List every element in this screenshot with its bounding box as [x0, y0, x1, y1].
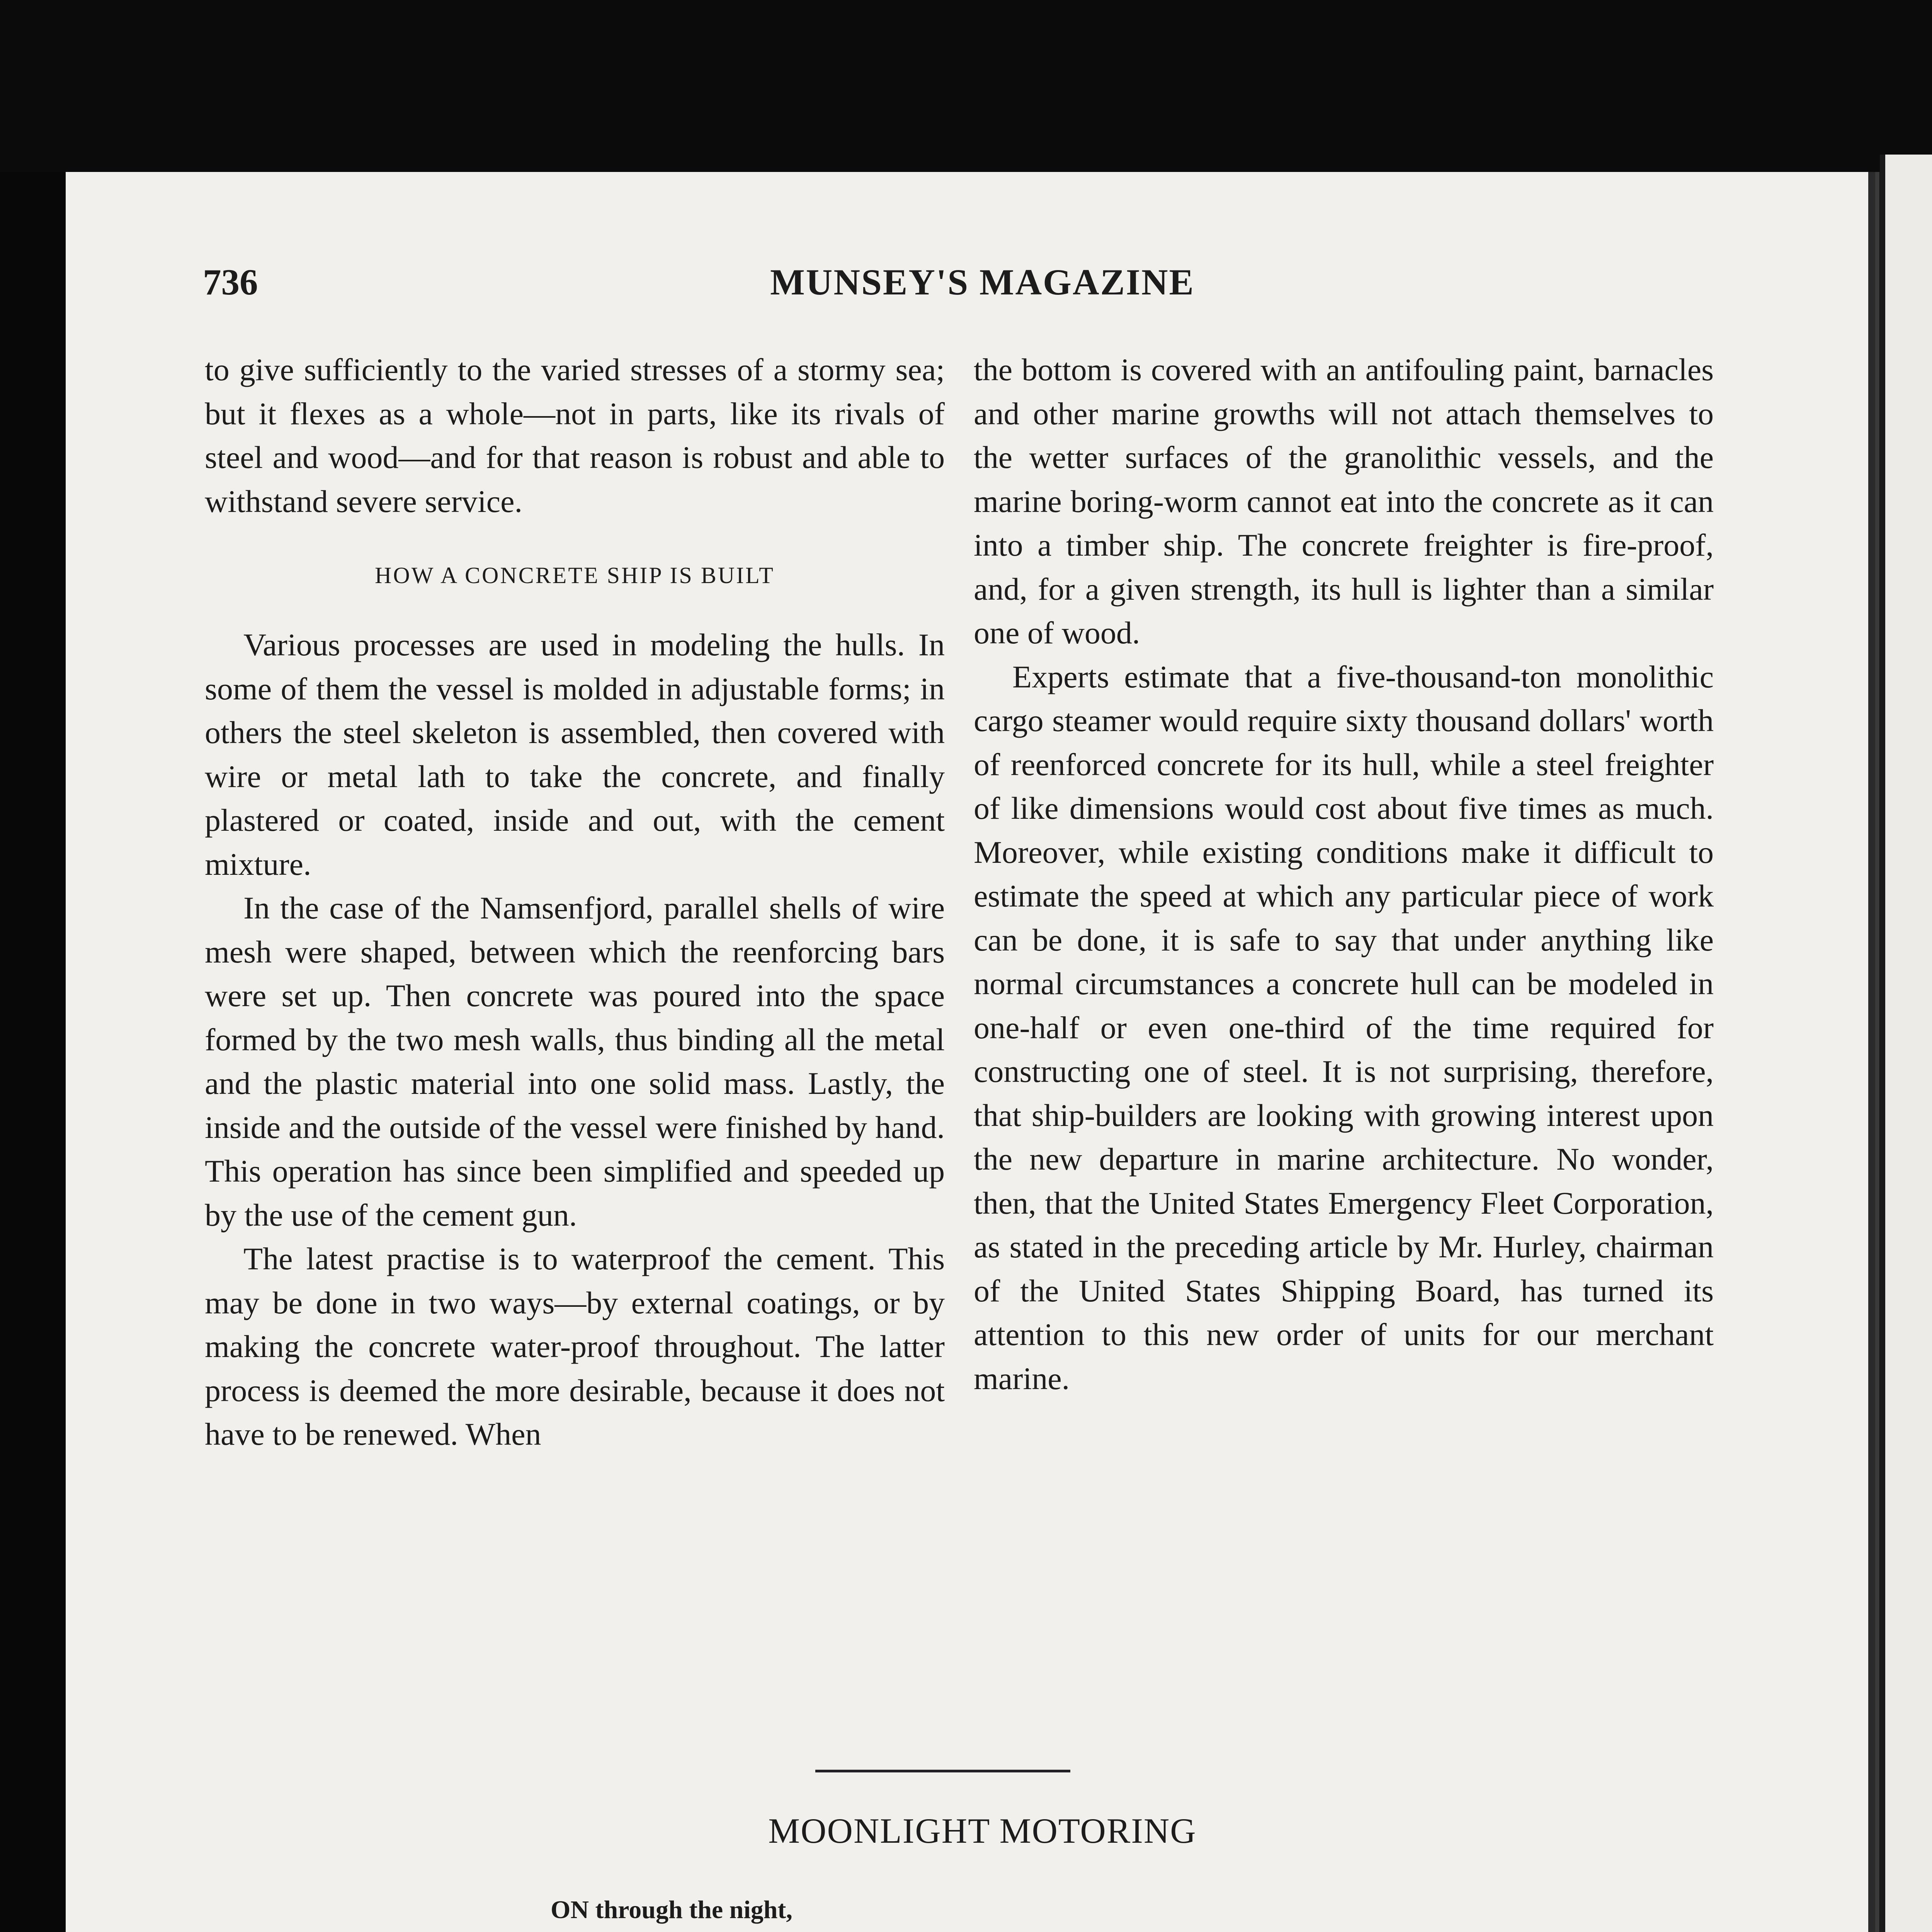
adjacent-page-edge	[1880, 155, 1932, 1932]
paragraph: The latest practise is to waterproof the cement. This may be done in two ways—by external coatings, or by making the concrete water-proof throughout. The latter process is deemed the more desirable, because it does not have to be renewed. When	[205, 1241, 945, 1452]
section-subhead: HOW A CONCRETE SHIP IS BUILT	[375, 563, 775, 588]
page-header	[203, 261, 1762, 315]
paragraph: Various processes are used in modeling the hulls. In some of them the vessel is molded in adjustable forms; in others the steel skeleton is assembled, then covered with wire or metal lath to take the concrete, and finally plastered or coated, inside and out, with the cement mixture.	[205, 627, 945, 882]
magazine-page	[66, 172, 1875, 1932]
paragraph: In the case of the Namsenfjord, parallel shells of wire mesh were shaped, between which the reenforcing bars were set up. Then concrete was poured into the space formed by the two mesh walls, thus binding all the metal and the plastic material into one solid mass. Lastly, the inside and the outside of the vessel were finished by hand. This operation has since been simplified and speeded up by the use of the cement gun.	[205, 890, 945, 1233]
paragraph: Experts estimate that a five-thousand-ton monolithic cargo steamer would require sixty thousand dollars' worth of reenforced concrete for its hull, while a steel freighter of like dimensions would cost about five times as much. Moreover, while existing conditions make it difficult to estimate the speed at which any particular piece of work can be done, it is safe to say that under anything like normal circumstances a concrete hull can be modeled in one-half or even one-third of the time required for constructing one of steel. It is not surprising, therefore, that ship-builders are looking with growing interest upon the new departure in marine architecture. No wonder, then, that the United States Emergency Fleet Corporation, as stated in the preceding article by Mr. Hurley, chairman of the United States Shipping Board, has turned its attention to this new order of units for our merchant marine.	[974, 659, 1714, 1396]
running-head: MUNSEY'S MAGAZINE	[770, 262, 1195, 303]
poem-body	[551, 1888, 1864, 1932]
left-column	[205, 348, 945, 1456]
paragraph: to give sufficiently to the varied stresses of a stormy sea; but it flexes as a whole—not in parts, like its rivals of steel and wood—and for that reason is robust and able to withstand severe service.	[205, 352, 945, 519]
scan-border-top	[0, 0, 1932, 172]
paragraph: the bottom is covered with an antifouling paint, barnacles and other marine growths will not attach themselves to the wetter surfaces of the granolithic vessels, and the marine boring-worm cannot eat into the concrete as it can into a timber ship. The concrete freighter is fire-proof, and, for a given strength, its hull is lighter than a similar one of wood.	[974, 352, 1714, 650]
poem-title: MOONLIGHT MOTORING	[768, 1811, 1197, 1850]
poem-line: ON through the night,	[551, 1896, 793, 1924]
page-number: 736	[203, 262, 258, 303]
section-divider	[815, 1770, 1070, 1772]
right-column	[974, 348, 1714, 1400]
